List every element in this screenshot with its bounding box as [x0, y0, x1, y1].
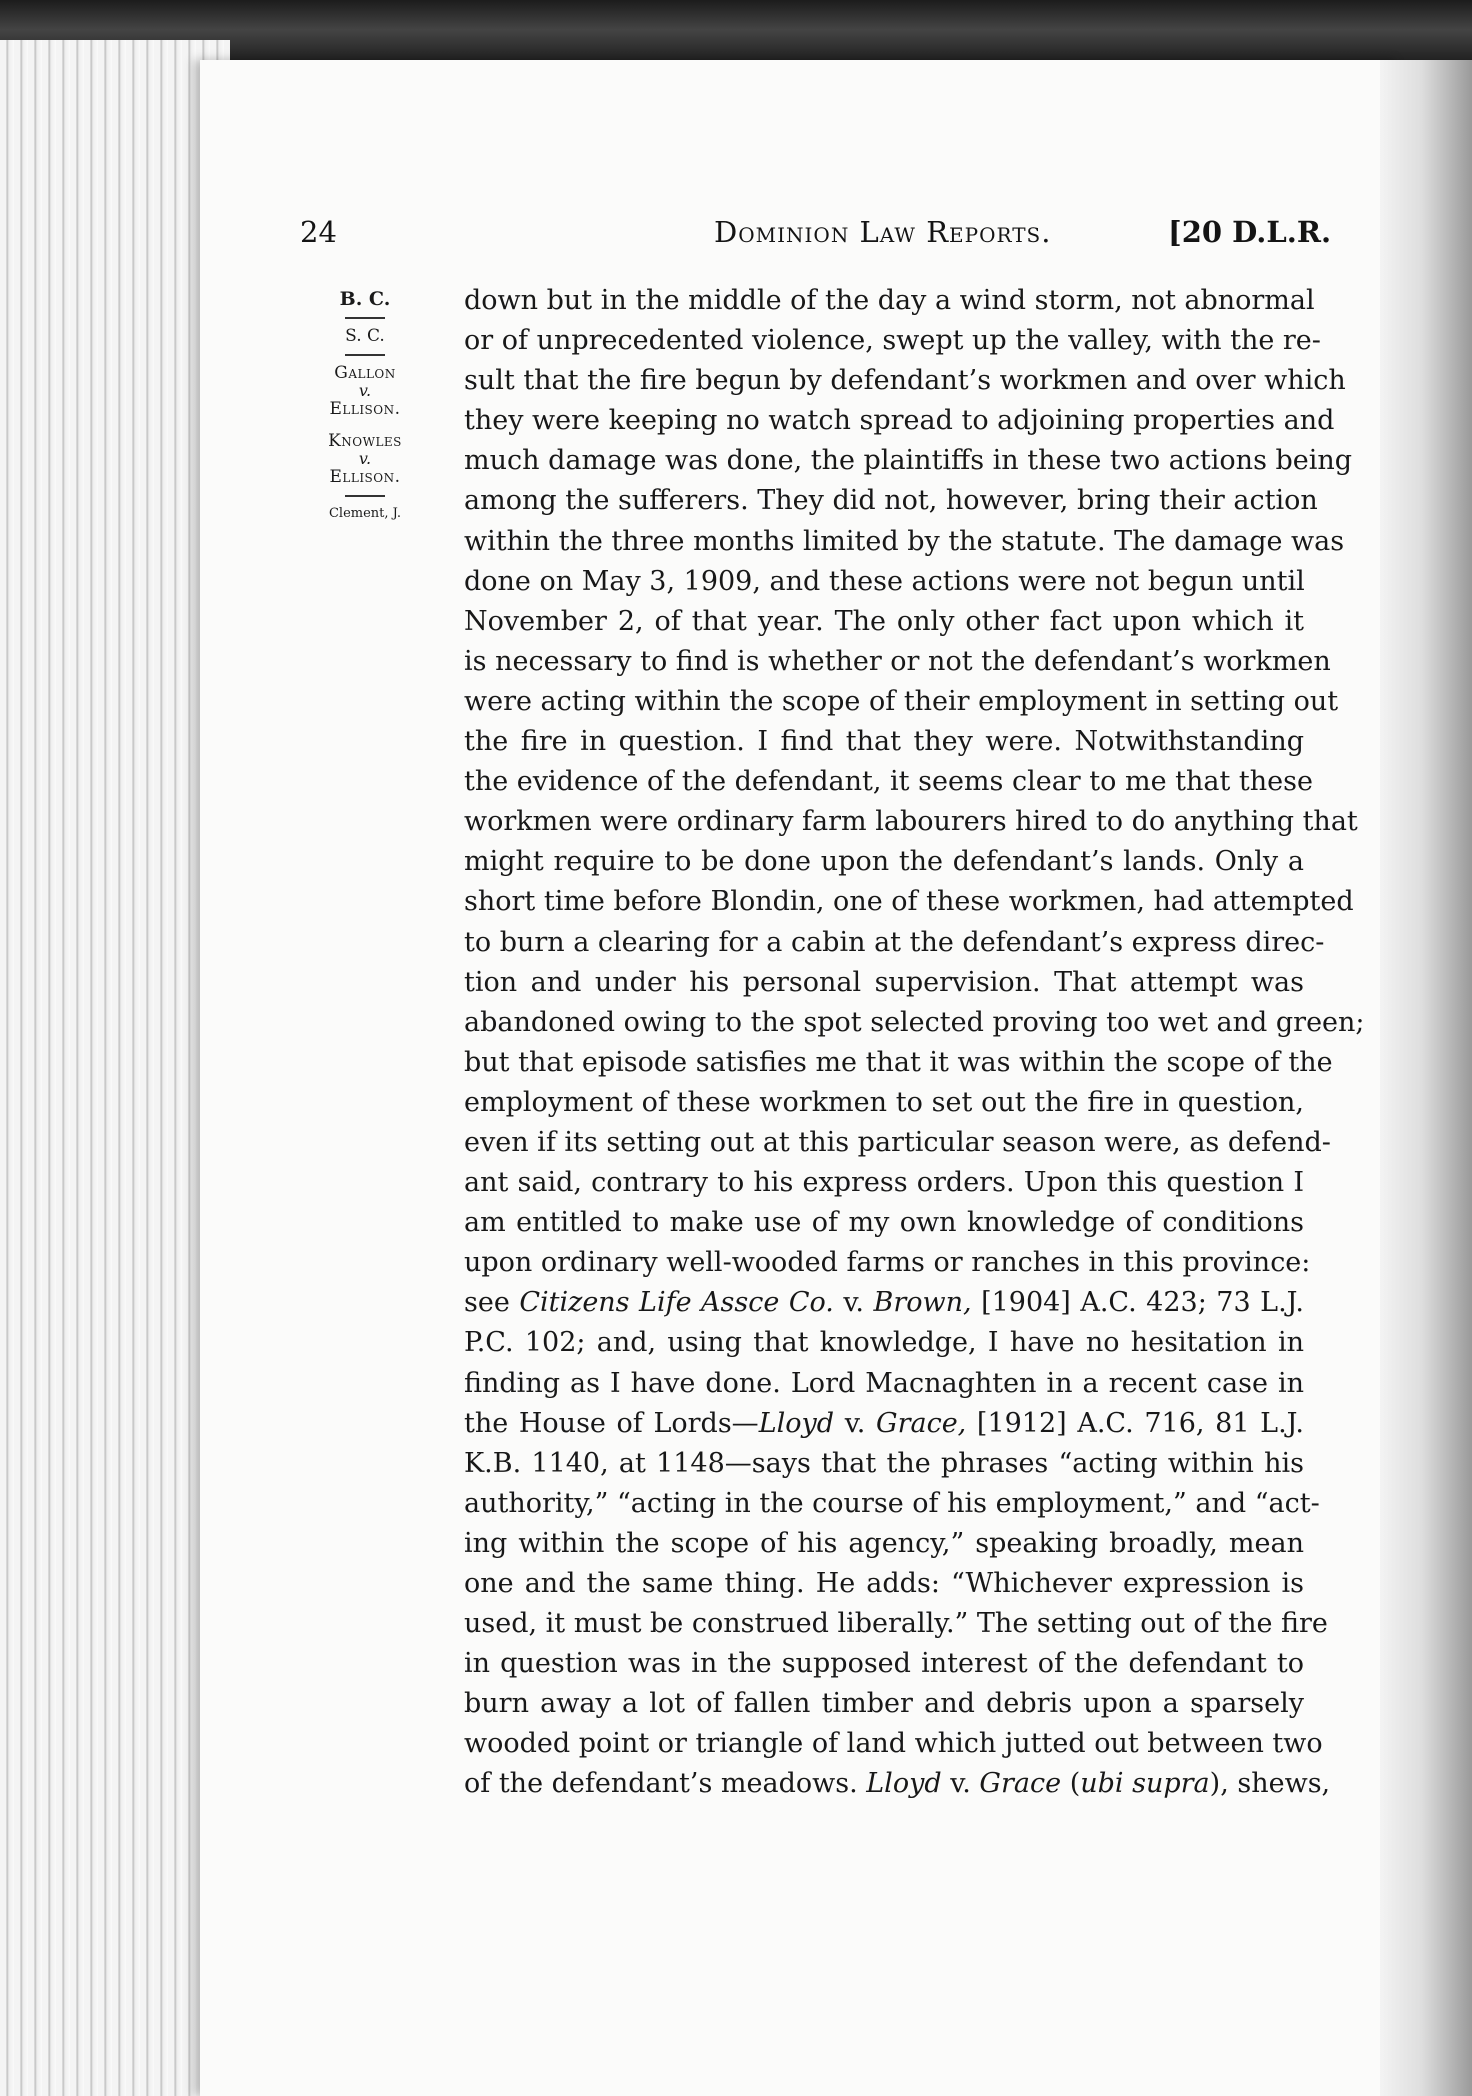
case2-party1: Knowles [328, 431, 402, 451]
case-citation: Citizens Life Assce Co. [519, 1287, 834, 1319]
case-citation: Lloyd [866, 1768, 942, 1800]
text-line: authority,” “acting in the course of his employment,” and “act- [464, 1487, 1320, 1519]
text-line: done on May 3, 1909, and these actions were not begun until [464, 565, 1305, 597]
text-line: employment of these workmen to set out the fire in question, [464, 1086, 1304, 1118]
text-line: used, it must be construed liberally.” The setting out of the fire [464, 1608, 1328, 1640]
text-line: wooded point or triangle of land which jutted out between two [464, 1728, 1323, 1760]
text-line: much damage was done, the plaintiffs in these two actions being [464, 445, 1353, 477]
text-line: or of unprecedented violence, swept up the valley, with the re- [464, 325, 1321, 357]
judge-name: Clement, J. [328, 506, 401, 521]
text-line: sult that the fire begun by defendant’s workmen and over which [464, 365, 1346, 397]
text-line: am entitled to make use of my own knowledge of conditions [464, 1207, 1304, 1239]
divider [345, 317, 385, 319]
text-line: K.B. 1140, at 1148—says that the phrases “acting within his [464, 1447, 1304, 1479]
text-line: they were keeping no watch spread to adjoining properties and [464, 405, 1335, 437]
case-citation: Grace [979, 1768, 1062, 1800]
divider [345, 354, 385, 356]
text-line: finding as I have done. Lord Macnaghten in a recent case in [464, 1367, 1304, 1399]
page-curl-shadow [1380, 60, 1472, 2096]
margin-sidenote [300, 288, 430, 525]
text-line: ant said, contrary to his express orders. Upon this question I [464, 1167, 1304, 1199]
case-citation: Grace, [876, 1407, 967, 1439]
sub-court-label: S. C. [345, 326, 385, 346]
running-title: Dominion Law Reports. [714, 215, 1052, 249]
court-label: B. C. [339, 288, 391, 310]
case-citation: Brown, [873, 1287, 972, 1319]
text-line: see Citizens Life Assce Co. v. Brown, [1904] A.C. 423; 73 L.J. [464, 1287, 1304, 1319]
volume-reference: [20 D.L.R. [1168, 215, 1332, 249]
text-line: one and the same thing. He adds: “Whichever expression is [464, 1568, 1304, 1599]
text-line: among the sufferers. They did not, however, bring their action [464, 485, 1318, 517]
divider [345, 495, 385, 497]
text-line: in question was in the supposed interest of the defendant to [464, 1648, 1304, 1680]
running-header [0, 215, 1472, 255]
text-line: the evidence of the defendant, it seems clear to me that these [464, 766, 1313, 798]
text-line: down but in the middle of the day a wind storm, not abnormal [464, 285, 1315, 316]
case1-party1: Gallon [334, 363, 396, 383]
text-line: workmen were ordinary farm labourers hired to do anything that [464, 806, 1358, 838]
case1-party2: Ellison. [329, 399, 401, 419]
text-line: of the defendant’s meadows. Lloyd v. Grace (ubi supra), shews, [464, 1768, 1331, 1800]
latin-phrase: ubi supra [1080, 1768, 1210, 1800]
text-line: short time before Blondin, one of these workmen, had attempted [464, 886, 1354, 918]
text-line: November 2, of that year. The only other fact upon which it [464, 605, 1304, 637]
text-line: might require to be done upon the defendant’s lands. Only a [464, 846, 1304, 878]
text-line: burn away a lot of fallen timber and debris upon a sparsely [464, 1688, 1304, 1720]
case1-versus: v. [358, 381, 372, 400]
book-page-edges [0, 40, 230, 2096]
text-line: abandoned owing to the spot selected proving too wet and green; [464, 1006, 1365, 1038]
text-line: within the three months limited by the statute. The damage was [464, 525, 1345, 557]
text-line: even if its setting out at this particular season were, as defend- [464, 1126, 1331, 1158]
text-line: ing within the scope of his agency,” speaking broadly, mean [464, 1527, 1304, 1559]
text-line: tion and under his personal supervision. That attempt was [464, 966, 1304, 998]
text-line: to burn a clearing for a cabin at the defendant’s express direc- [464, 926, 1325, 958]
text-line: the House of Lords—Lloyd v. Grace, [1912] A.C. 716, 81 L.J. [464, 1407, 1304, 1439]
case-citation: Lloyd [758, 1407, 835, 1439]
text-line: were acting within the scope of their employment in setting out [464, 685, 1339, 717]
case2-party2: Ellison. [329, 467, 401, 487]
text-line: is necessary to find is whether or not the defendant’s workmen [464, 645, 1331, 677]
text-line: but that episode satisfies me that it was within the scope of the [464, 1046, 1333, 1078]
text-line: P.C. 102; and, using that knowledge, I have no hesitation in [464, 1327, 1304, 1359]
judgment-text [464, 281, 1365, 1805]
page-number: 24 [300, 215, 337, 249]
text-line: upon ordinary well-wooded farms or ranches in this province: [464, 1247, 1311, 1279]
case2-versus: v. [358, 449, 372, 468]
text-line: the fire in question. I find that they were. Notwithstanding [464, 726, 1304, 758]
